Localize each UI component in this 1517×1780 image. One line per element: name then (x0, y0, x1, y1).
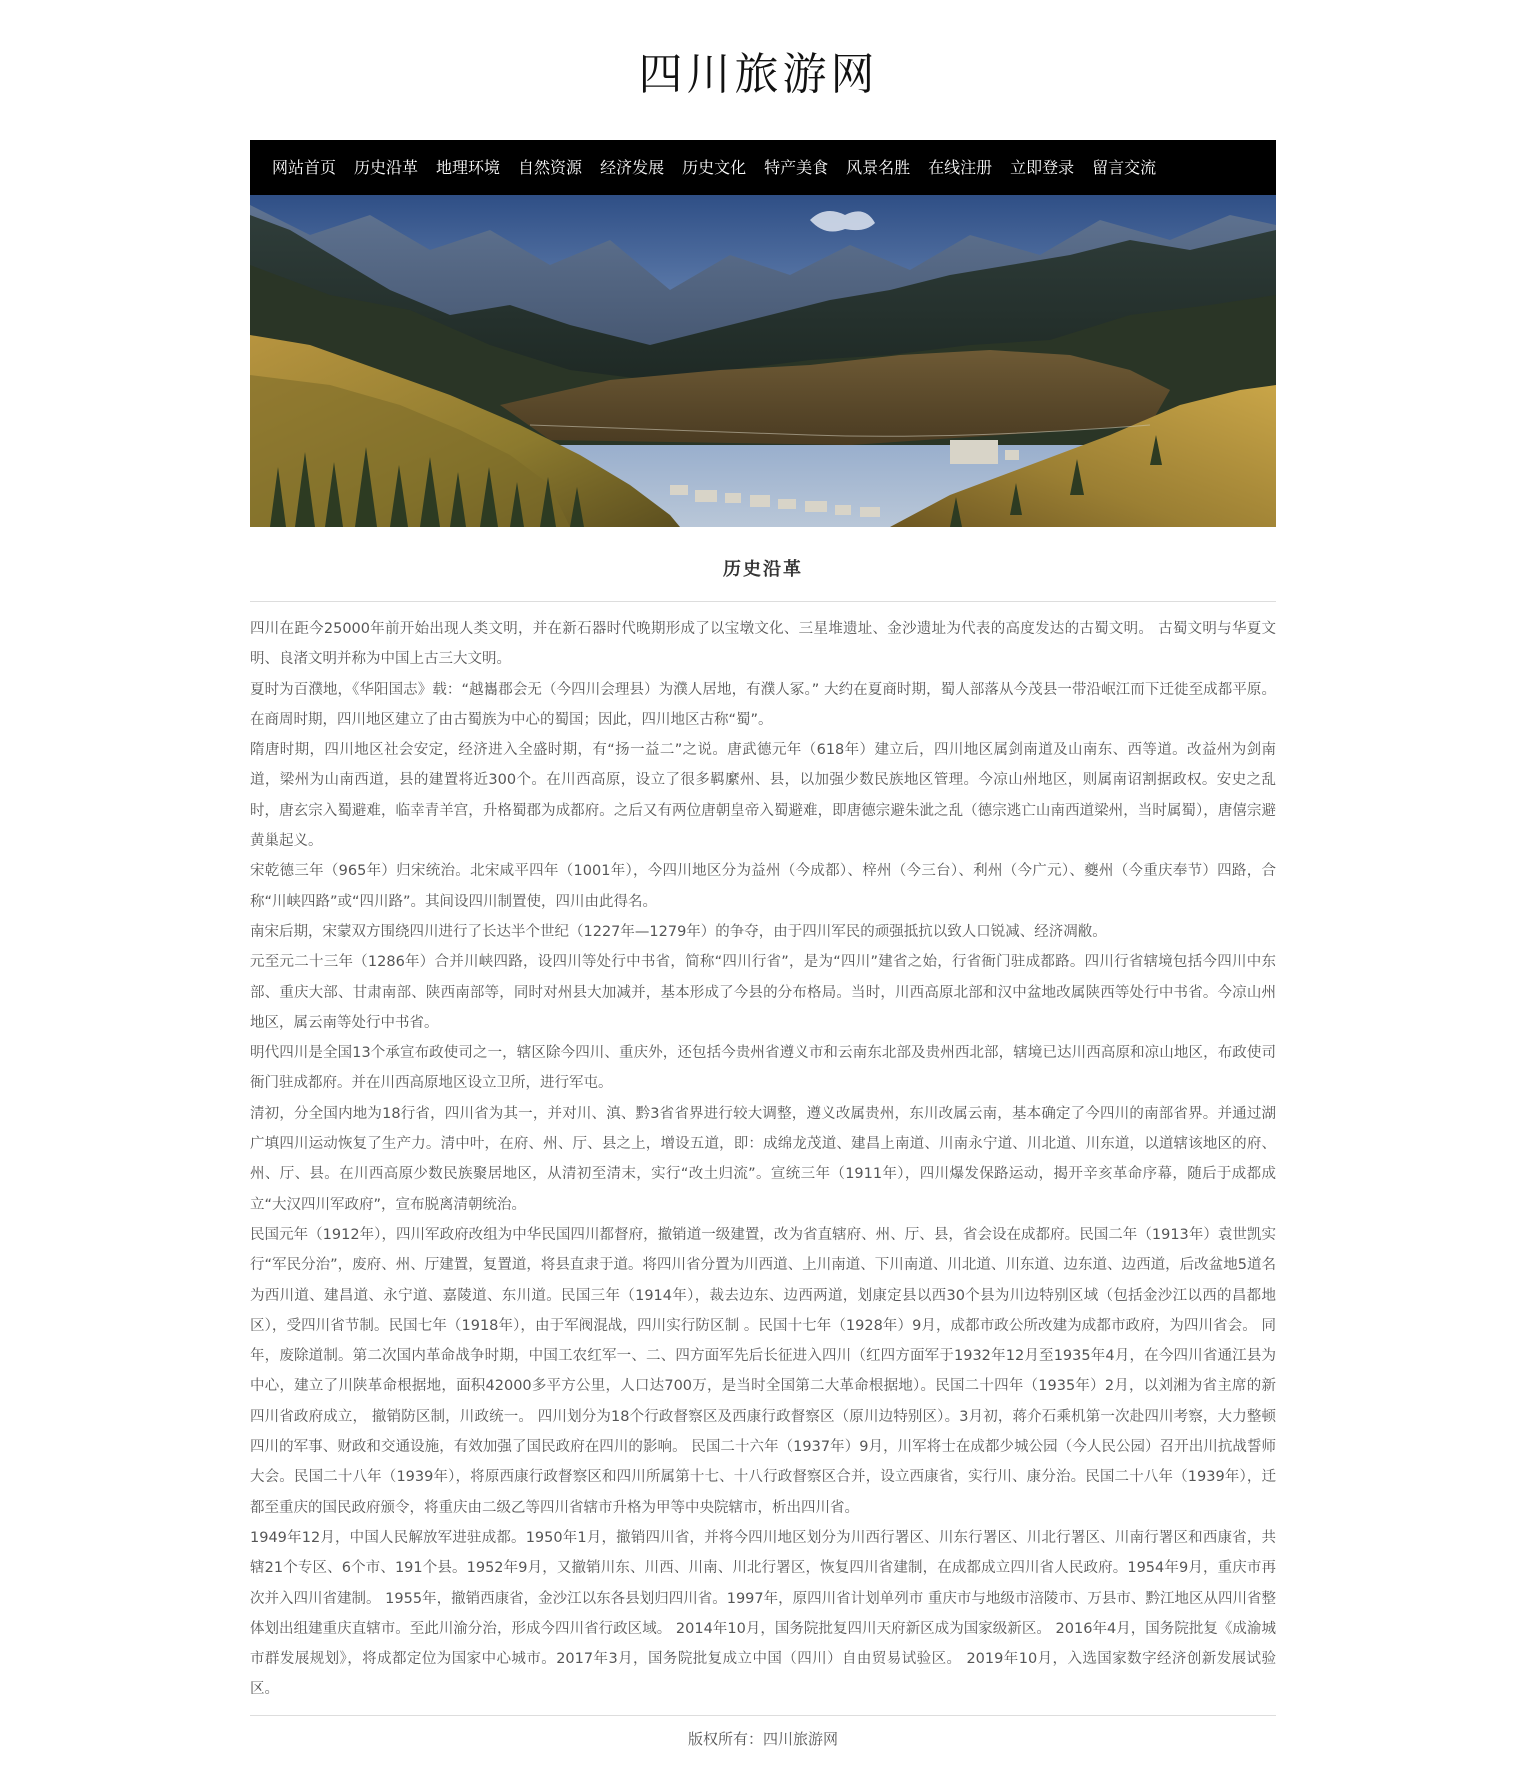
article-paragraph: 四川在距今25000年前开始出现人类文明，并在新石器时代晚期形成了以宝墩文化、三星堆遗址、金沙遗址为代表的高度发达的古蜀文明。 古蜀文明与华夏文明、良渚文明并称为中国上古三大文明。 (250, 621, 1276, 668)
nav-item-scenery[interactable]: 风景名胜 (846, 158, 911, 177)
article-paragraph: 隋唐时期，四川地区社会安定，经济进入全盛时期，有“扬一益二”之说。唐武德元年（618年）建立后，四川地区属剑南道及山南东、西等道。改益州为剑南道，梁州为山南西道，县的建置将近300个。在川西高原，设立了很多羁縻州、县，以加强少数民族地区管理。今凉山州地区，则属南诏割据政权。安史之乱时，唐玄宗入蜀避难，临幸青羊宫，升格蜀郡为成都府。之后又有两位唐朝皇帝入蜀避难，即唐德宗避朱泚之乱（德宗逃亡山南西道梁州，当时属蜀），唐僖宗避黄巢起义。 (250, 742, 1276, 850)
nav-item-login[interactable]: 立即登录 (1010, 158, 1075, 177)
section-title: 历史沿革 (723, 559, 803, 580)
main-nav (250, 140, 1276, 195)
article-paragraph: 1949年12月，中国人民解放军进驻成都。1950年1月，撤销四川省，并将今四川地区划分为川西行署区、川东行署区、川北行署区、川南行署区和西康省，共辖21个专区、6个市、191个县。1952年9月，又撤销川东、川西、川南、川北行署区，恢复四川省建制，在成都成立四川省人民政府。1954年9月，重庆市再次并入四川省建制。 1955年，撤销西康省，金沙江以东各县划归四川省。1997年，原四川省计划单列市 重庆市与地级市涪陵市、万县市、黔江地区从四川省整体划出组建重庆直辖市。至此川渝分治，形成今四川省行政区域。 2014年10月，国务院批复四川天府新区成为国家级新区。 2016年4月，国务院批复《成渝城市群发展规划》，将成都定位为国家中心城市。2017年3月，国务院批复成立中国（四川）自由贸易试验区。 2019年10月，入选国家数字经济创新发展试验区。 (250, 1529, 1276, 1698)
footer-copyright: 版权所有：四川旅游网 (687, 1729, 838, 1748)
article-paragraph: 元至元二十三年（1286年）合并川峡四路，设四川等处行中书省，简称“四川行省”，是为“四川”建省之始，行省衙门驻成都路。四川行省辖境包括今四川中东部、重庆大部、甘肃南部、陕西南部等，同时对州县大加减并，基本形成了今县的分布格局。当时，川西高原北部和汉中盆地改属陕西等处行中书省。今凉山州地区，属云南等处行中书省。 (250, 954, 1276, 1031)
nav-item-natural-resources[interactable]: 自然资源 (518, 158, 583, 177)
nav-item-economy[interactable]: 经济发展 (600, 158, 665, 177)
article-paragraph: 明代四川是全国13个承宣布政使司之一，辖区除今四川、重庆外，还包括今贵州省遵义市和云南东北部及贵州西北部，辖境已达川西高原和凉山地区，布政使司衙门驻成都府。并在川西高原地区设立卫所，进行军屯。 (250, 1045, 1276, 1092)
footer-divider (250, 1715, 1276, 1716)
site-title: 四川旅游网 (638, 49, 879, 100)
nav-item-guestbook[interactable]: 留言交流 (1092, 158, 1157, 177)
article-paragraph: 民国元年（1912年），四川军政府改组为中华民国四川都督府，撤销道一级建置，改为省直辖府、州、厅、县，省会设在成都府。民国二年（1913年）袁世凯实行“军民分治”，废府、州、厅建置，复置道，将县直隶于道。将四川省分置为川西道、上川南道、下川南道、川北道、川东道、边东道、边西道，后改盆地5道名为西川道、建昌道、永宁道、嘉陵道、东川道。民国三年（1914年），裁去边东、边西两道，划康定县以西30个县为川边特别区域（包括金沙江以西的昌都地区），受四川省节制。民国七年（1918年），由于军阀混战，四川实行防区制 。民国十七年（1928年）9月，成都市政公所改建为成都市政府，为四川省会。 同年，废除道制。第二次国内革命战争时期，中国工农红军一、二、四方面军先后长征进入四川（红四方面军于1932年12月至1935年4月，在今四川省通江县为中心，建立了川陕革命根据地，面积42000多平方公里，人口达700万，是当时全国第二大革命根据地）。民国二十四年（1935年）2月，以刘湘为省主席的新四川省政府成立， 撤销防区制，川政统一。 四川划分为18个行政督察区及西康行政督察区（原川边特别区）。3月初，蒋介石乘机第一次赴四川考察，大力整顿四川的军事、财政和交通设施，有效加强了国民政府在四川的影响。 民国二十六年（1937年）9月，川军将士在成都少城公园（今人民公园）召开出川抗战誓师大会。民国二十八年（1939年），将原西康行政督察区和四川所属第十七、十八行政督察区合并，设立西康省，实行川、康分治。民国二十八年（1939年），迁都至重庆的国民政府颁令，将重庆由二级乙等四川省辖市升格为甲等中央院辖市，析出四川省。 (250, 1226, 1276, 1516)
nav-item-history[interactable]: 历史沿革 (354, 158, 419, 177)
article-paragraph: 南宋后期，宋蒙双方围绕四川进行了长达半个世纪（1227年—1279年）的争夺，由于四川军民的顽强抵抗以致人口锐减、经济凋敝。 (250, 923, 1107, 940)
article-paragraph: 夏时为百濮地，《华阳国志》载：“越巂郡会无（今四川会理县）为濮人居地，有濮人冢。” 大约在夏商时期，蜀人部落从今茂县一带沿岷江而下迁徙至成都平原。在商周时期，四川地区建立了由古蜀族为中心的蜀国；因此，四川地区古称“蜀”。 (250, 681, 1276, 728)
article-body (250, 614, 1276, 1705)
article-paragraph: 宋乾德三年（965年）归宋统治。北宋咸平四年（1001年），今四川地区分为益州（今成都）、梓州（今三台）、利州（今广元）、夔州（今重庆奉节）四路，合称“川峡四路”或“四川路”。其间设四川制置使，四川由此得名。 (250, 863, 1276, 910)
nav-item-culture[interactable]: 历史文化 (682, 158, 747, 177)
nav-item-home[interactable]: 网站首页 (272, 158, 337, 177)
section-divider (250, 601, 1276, 602)
article-paragraph: 清初，分全国内地为18行省，四川省为其一，并对川、滇、黔3省省界进行较大调整，遵义改属贵州，东川改属云南，基本确定了今四川的南部省界。并通过湖广填四川运动恢复了生产力。清中叶，在府、州、厅、县之上，增设五道，即：成绵龙茂道、建昌上南道、川南永宁道、川北道、川东道，以道辖该地区的府、州、厅、县。在川西高原少数民族聚居地区，从清初至清末，实行“改土归流”。宣统三年（1911年），四川爆发保路运动，揭开辛亥革命序幕，随后于成都成立“大汉四川军政府”，宣布脱离清朝统治。 (250, 1105, 1276, 1213)
nav-item-food[interactable]: 特产美食 (764, 158, 829, 177)
nav-item-register[interactable]: 在线注册 (928, 158, 993, 177)
main-container (250, 140, 1276, 1749)
banner-image (250, 195, 1276, 527)
nav-item-geography[interactable]: 地理环境 (436, 158, 501, 177)
